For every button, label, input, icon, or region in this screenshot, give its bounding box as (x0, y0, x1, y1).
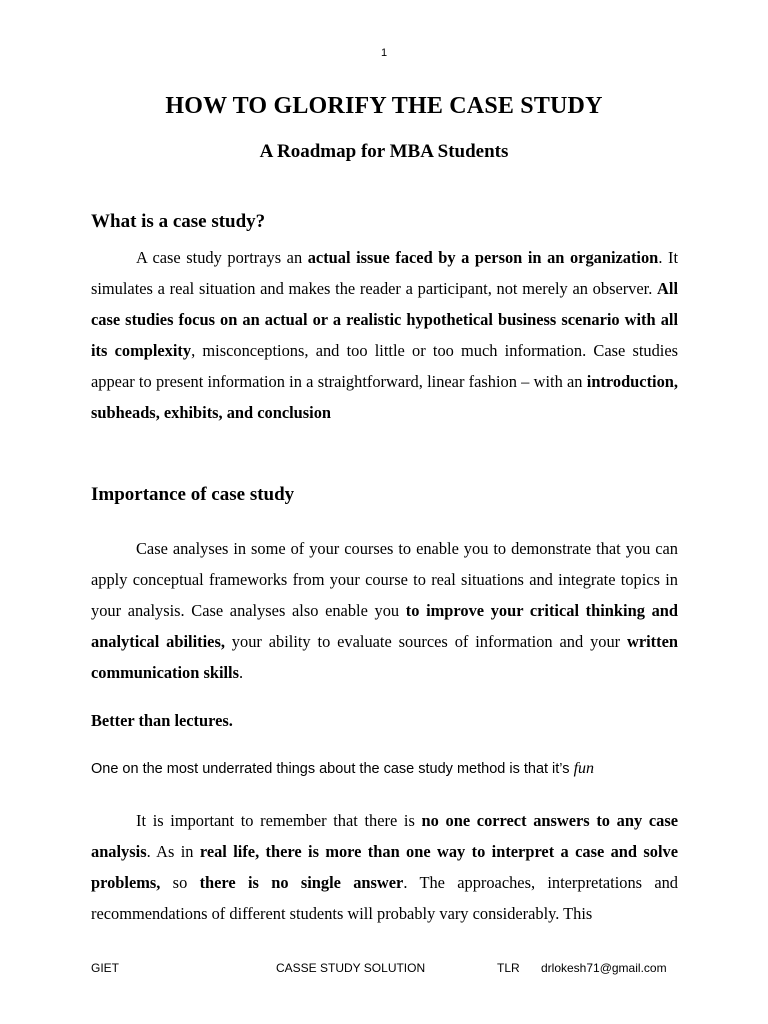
section-heading-importance: Importance of case study (91, 484, 295, 505)
page-number: 1 (380, 47, 388, 59)
footer-document-name: CASSE STUDY SOLUTION (276, 961, 426, 975)
underrated-fun-line: One on the most underrated things about the case study method is that it’s fun (91, 760, 595, 777)
section-heading-better-than-lectures: Better than lectures. (91, 711, 233, 730)
paragraph-case-study-definition: A case study portrays an actual issue faced by a person in an organization. It simulates a real situation and makes the reader a participant, not merely an observer. All case studies focus on an actual or a realistic hypothetical business scenario with all its complexity, misconceptions, and too little or too much information. Case studies appear to present information in a straightforward, linear fashion – with an introduction, subheads, exhibits, and conclusion (91, 248, 678, 422)
footer-tlr: TLR (497, 961, 520, 975)
paragraph-importance: Case analyses in some of your courses to enable you to demonstrate that you can apply conceptual frameworks from your course to real situations and integrate topics in your analysis. Case analyses also enable you to improve your critical thinking and analytical abilities, your ability to evaluate sources of information and your written communication skills. (91, 539, 678, 682)
paragraph-no-correct-answer: It is important to remember that there is no one correct answers to any case analysis. As in real life, there is more than one way to interpret a case and solve problems, so there is no single answer. The approaches, interpretations and recommendations of different students will probably vary considerably. This (91, 811, 679, 923)
document-title: HOW TO GLORIFY THE CASE STUDY (165, 93, 603, 119)
footer-institution: GIET (91, 961, 120, 975)
section-heading-what-is-case-study: What is a case study? (91, 211, 266, 232)
document-subtitle: A Roadmap for MBA Students (259, 141, 509, 162)
footer-email: drlokesh71@gmail.com (541, 961, 667, 975)
